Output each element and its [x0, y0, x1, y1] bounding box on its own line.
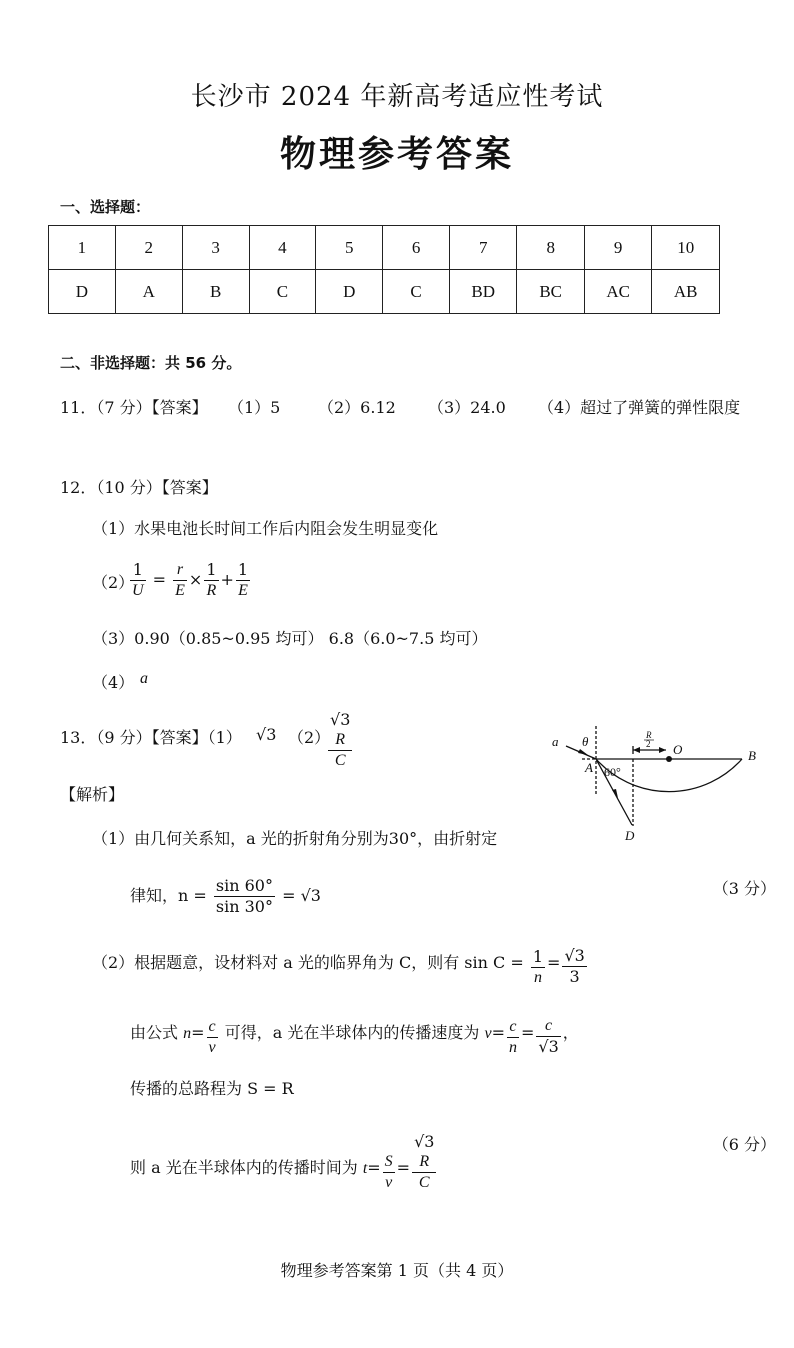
analysis-label: 【解析】: [60, 785, 125, 804]
label-O: O: [673, 742, 683, 757]
table-cell: C: [383, 270, 450, 314]
q13-step1-result: = √3: [282, 886, 321, 905]
q12-formula: $\frac{1}{U}$ = $\frac{r}{E}$ × $\frac{1}{R}$ + $\frac{1}{E}$: [132, 560, 249, 599]
table-cell: 4: [249, 226, 316, 270]
label-D: D: [625, 828, 635, 842]
q11-part1: （1）5: [228, 398, 281, 417]
q12-label: 12．（10 分）【答案】: [60, 478, 218, 497]
q13-step2-line1: （2）根据题意，设材料对 a 光的临界角为 C，则有 sin C = $\frac{1}{n}$ = $\frac{√3}{3}$: [92, 946, 585, 986]
q13-step1-score: （3 分）: [712, 879, 776, 898]
q13-answer2-formula: √3 R C: [330, 710, 351, 769]
table-cell: 5: [316, 226, 383, 270]
label-a: a: [552, 734, 559, 749]
answer-table: [48, 225, 720, 314]
table-cell: A: [115, 270, 182, 314]
q13-step2-line4: 则 a 光在半球体内的传播时间为 t= $\frac{S}{v}$ = √3 R C: [130, 1132, 435, 1191]
table-cell: 7: [449, 226, 517, 270]
q12-part3: （3）0.90（0.85~0.95 均可） 6.8（6.0~7.5 均可）: [92, 629, 488, 648]
q13-answer1: √3: [256, 725, 277, 744]
page-footer: 物理参考答案第 1 页（共 4 页）: [280, 1261, 514, 1280]
q13-step2-prefix: （2）根据题意，设材料对 a 光的临界角为 C，则有 sin C =: [92, 953, 524, 972]
q11-part3: （3）24.0: [428, 398, 506, 417]
table-cell: 3: [182, 226, 249, 270]
table-cell: D: [49, 270, 116, 314]
section2-heading: 二、非选择题：共 56 分。: [60, 354, 242, 372]
answer-table-numbers-row: [49, 226, 720, 270]
section1-heading: 一、选择题：: [60, 198, 151, 216]
label-A: A: [585, 760, 593, 775]
q12-part1: （1）水果电池长时间工作后内阻会发生明显变化: [92, 519, 439, 538]
q12-part2-label: （2）: [92, 573, 135, 592]
q12-part4-label: （4）: [92, 673, 135, 692]
table-cell: BC: [517, 270, 584, 314]
answer-table-answers-row: [49, 270, 720, 314]
q13-label: 13．（9 分）【答案】（1）: [60, 728, 242, 747]
table-cell: AB: [652, 270, 720, 314]
table-cell: 2: [115, 226, 182, 270]
table-cell: B: [182, 270, 249, 314]
time-text: 则 a 光在半球体内的传播时间为: [130, 1158, 358, 1177]
q11-part4: （4）超过了弹簧的弹性限度: [538, 398, 741, 417]
q13-step1-line1: （1）由几何关系知，a 光的折射角分别为30°，由折射定: [92, 829, 498, 848]
table-cell: D: [316, 270, 383, 314]
q12-part4-value: a: [140, 670, 148, 687]
table-cell: BD: [449, 270, 517, 314]
table-cell: AC: [584, 270, 652, 314]
marker-arrow-right-icon: [659, 747, 666, 753]
page-title: 物理参考答案: [279, 133, 514, 175]
refracted-arrow-icon: [612, 789, 618, 798]
q11-label: 11．（7 分）【答案】: [60, 398, 208, 417]
q13-step1-prefix: 律知，n =: [130, 886, 207, 905]
marker-arrow-left-icon: [633, 747, 640, 753]
hemisphere-diagram: [548, 722, 770, 842]
incident-arrow-icon: [578, 749, 588, 755]
label-60-degrees: 60°: [604, 765, 621, 779]
sin30-denominator: sin 30°: [215, 897, 273, 916]
table-cell: 1: [49, 226, 116, 270]
label-theta: θ: [582, 734, 589, 749]
table-cell: 10: [652, 226, 720, 270]
formula-prefix: 由公式: [130, 1023, 179, 1042]
q13-step2-score: （6 分）: [712, 1135, 776, 1154]
exam-title: 长沙市 2024 年新高考适应性考试: [190, 82, 604, 112]
velocity-text: 可得，a 光在半球体内的传播速度为: [224, 1023, 480, 1042]
table-cell: C: [249, 270, 316, 314]
table-cell: 9: [584, 226, 652, 270]
label-2: 2: [646, 739, 651, 749]
q11-part2: （2）6.12: [318, 398, 396, 417]
q13-step2-line2: 由公式 n= $\frac{c}{v}$ 可得，a 光在半球体内的传播速度为 v= $\frac{c}{n}$ = $\frac{c}{√3}$ ，: [130, 1017, 579, 1056]
q13-step2-line3: 传播的总路程为 S = R: [130, 1079, 294, 1098]
label-R: R: [646, 730, 652, 740]
q13-answer2-label: （2）: [288, 728, 331, 747]
label-B: B: [748, 748, 756, 763]
table-cell: 6: [383, 226, 450, 270]
sin60-numerator: sin 60°: [215, 876, 273, 895]
table-cell: 8: [517, 226, 584, 270]
q13-step1-line2: [130, 876, 321, 917]
center-point: [666, 756, 672, 762]
